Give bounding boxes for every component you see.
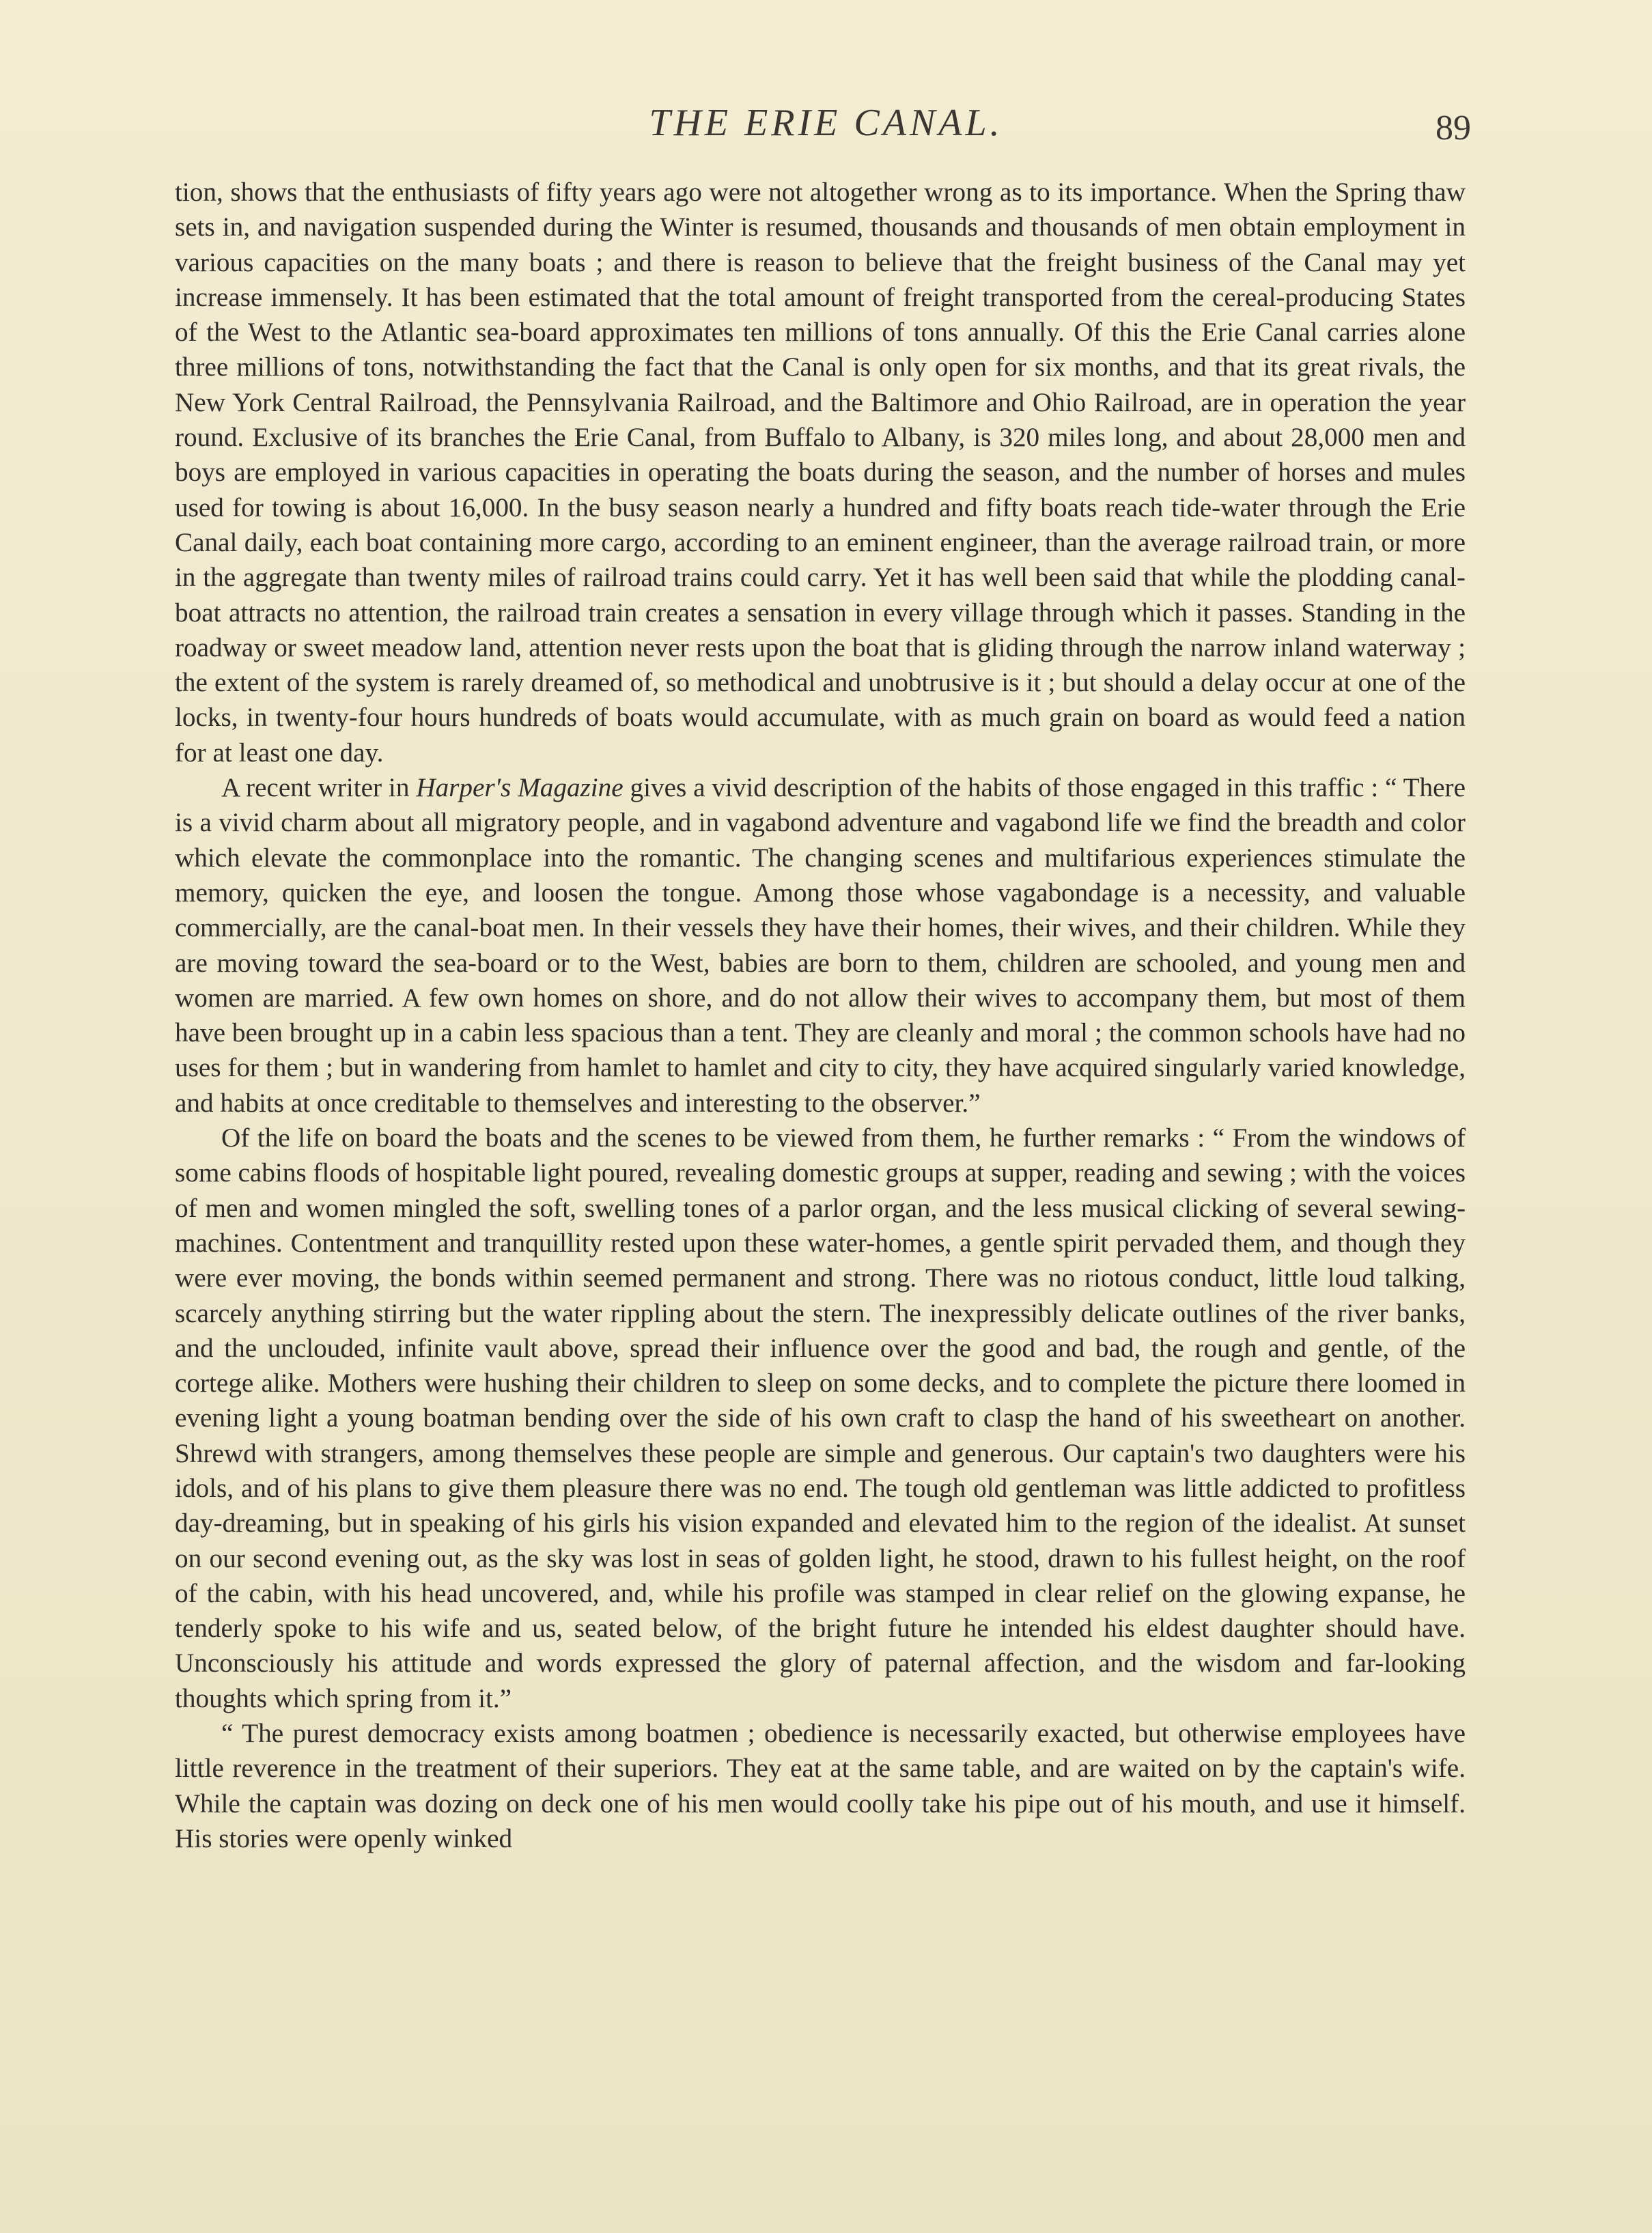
paragraph-boat-life: Of the life on board the boats and the scenes to be viewed from them, he further remarks : “ From the windows of some cabins floods of hospitable light poured, revealing domestic groups at supper, reading and sewing ; with the voices of men and women mingled the soft, swelling tones of a parlor organ, and the less musical clicking of several sewing-machines. Contentment and tranquillity rested upon these water-homes, a gentle spirit pervaded them, and though they were ever moving, the bonds within seemed permanent and strong. There was no riotous conduct, little loud talking, scarcely anything stirring but the water rippling about the stern. The inexpressibly delicate outlines of the river banks, and the unclouded, infinite vault above, spread their influence over the good and bad, the rough and gentle, of the cortege alike. Mothers were hushing their children to sleep on some decks, and to complete the picture there loomed in evening light a young boatman bending over the side of his own craft to clasp the hand of his sweetheart on another. Shrewd with strangers, among themselves these people are simple and generous. Our captain's two daughters were his idols, and of his plans to give them pleasure there was no end. The tough old gentleman was little addicted to profitless day-dreaming, but in speaking of his girls his vision expanded and elevated him to the region of the idealist. At sunset on our second evening out, as the sky was lost in seas of golden light, he stood, drawn to his fullest height, on the roof of the cabin, with his head uncovered, and, while his profile was stamped in clear relief on the glowing expanse, he tenderly spoke to his wife and us, seated below, of the bright future he intended his eldest daughter should have. Unconsciously his attitude and words expressed the glory of paternal affection, and the wisdom and far-looking thoughts which spring from it.” bbox=[175, 1123, 1466, 1713]
running-header bbox=[0, 101, 1652, 149]
paragraph-text: gives a vivid description of the habits of those engaged in this traffic : “ There is a vivid charm about all migratory people, and in vagabond adventure and vagabond life we find the breadth and color which elevate the commonplace into the romantic. The changing scenes and multifarious experiences stimulate the memory, quicken the eye, and loosen the tongue. Among those whose vagabondage is a necessity, and valuable commercially, are the canal-boat men. In their vessels they have their homes, their wives, and their children. While they are moving toward the sea-board or to the West, babies are born to them, children are schooled, and young men and women are married. A few own homes on shore, and do not allow their wives to accompany them, but most of them have been brought up in a cabin less spacious than a tent. They are cleanly and moral ; the common schools have had no uses for them ; but in wandering from hamlet to hamlet and city to city, they have acquired singularly varied knowledge, and habits at once creditable to themselves and interesting to the observer.” bbox=[175, 773, 1466, 1118]
page-title: THE ERIE CANAL. bbox=[649, 102, 1003, 144]
paragraph-text: A recent writer in bbox=[221, 773, 417, 803]
paragraph-harpers-quote bbox=[175, 770, 1466, 1121]
paragraph-democracy: “ The purest democracy exists among boatmen ; obedience is necessarily exacted, but otherwise employees have little reverence in the treatment of their superiors. They eat at the same table, and are waited on by the captain's wife. While the captain was dozing on deck one of his men would coolly take his pipe out of his mouth, and use it himself. His stories were openly winked bbox=[175, 1719, 1466, 1853]
body-text bbox=[175, 175, 1466, 1856]
page-number: 89 bbox=[1436, 109, 1471, 148]
paragraph-continued: tion, shows that the enthusiasts of fifty years ago were not altogether wrong as to its importance. When the Spring thaw sets in, and navigation suspended during the Winter is resumed, thousands and thousands of men obtain employment in various capacities on the many boats ; and there is reason to believe that the freight business of the Canal may yet increase immensely. It has been estimated that the total amount of freight transported from the cereal-producing States of the West to the Atlantic sea-board approximates ten millions of tons annually. Of this the Erie Canal carries alone three millions of tons, notwithstanding the fact that the Canal is only open for six months, and that its great rivals, the New York Central Railroad, the Pennsylvania Railroad, and the Baltimore and Ohio Railroad, are in operation the year round. Exclusive of its branches the Erie Canal, from Buffalo to Albany, is 320 miles long, and about 28,000 men and boys are employed in various capacities in operating the boats during the season, and the number of horses and mules used for towing is about 16,000. In the busy season nearly a hundred and fifty boats reach tide-water through the Erie Canal daily, each boat containing more cargo, according to an eminent engineer, than the average railroad train, or more in the aggregate than twenty miles of railroad trains could carry. Yet it has well been said that while the plodding canal-boat attracts no attention, the railroad train creates a sensation in every village through which it passes. Standing in the roadway or sweet meadow land, attention never rests upon the boat that is gliding through the narrow inland waterway ; the extent of the system is rarely dreamed of, so methodical and unobtrusive is it ; but should a delay occur at one of the locks, in twenty-four hours hundreds of boats would accumulate, with as much grain on board as would feed a nation for at least one day. bbox=[175, 178, 1466, 768]
magazine-title: Harper's Magazine bbox=[416, 773, 624, 803]
